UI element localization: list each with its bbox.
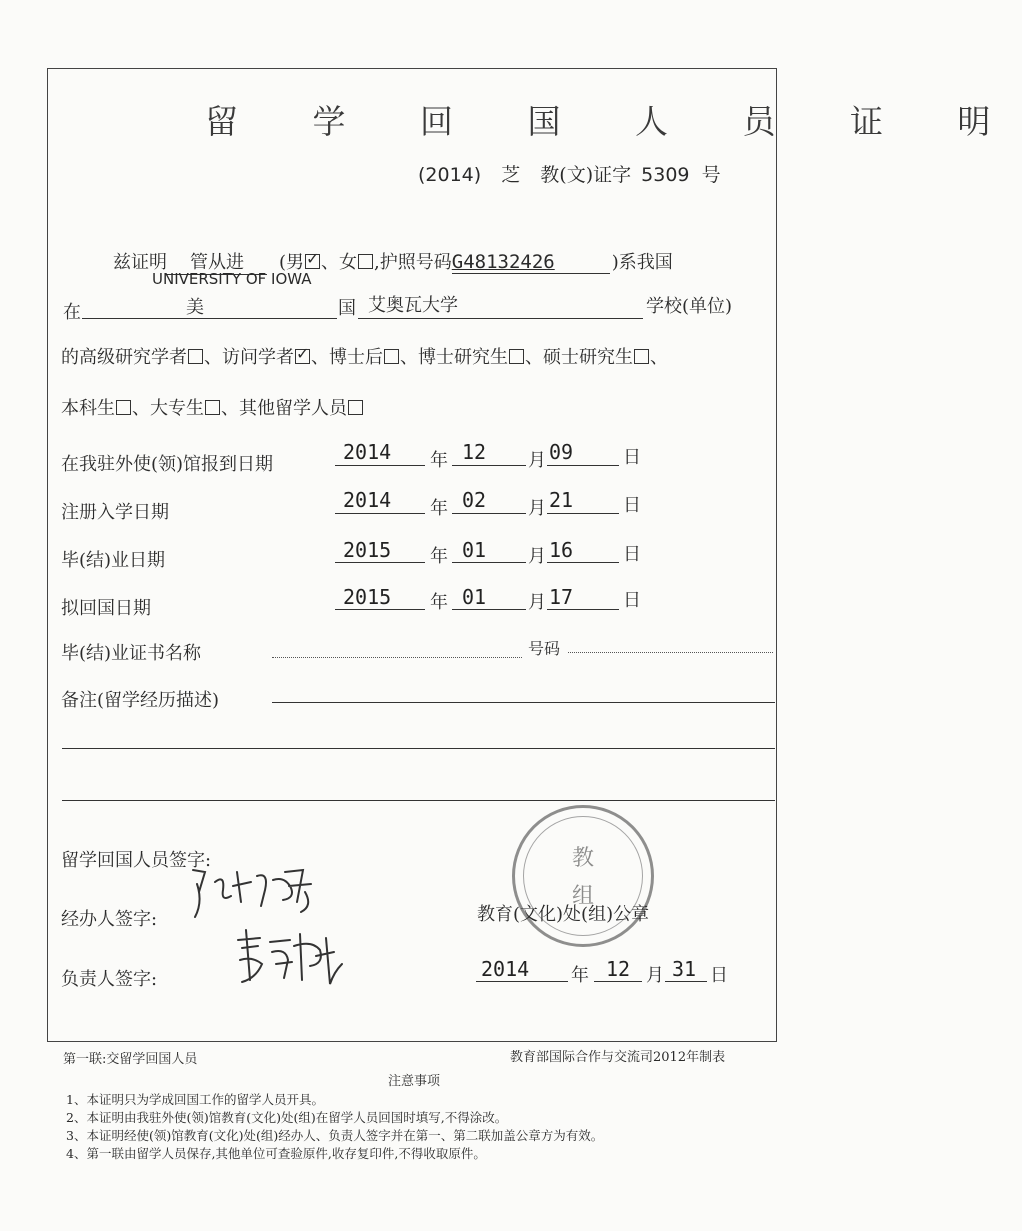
cert-suffix: 号 <box>701 164 721 186</box>
gender-mid: 、女 <box>321 252 358 273</box>
cert-number-line <box>418 160 721 187</box>
role-other: 、其他留学人员 <box>221 398 347 419</box>
visiting-scholar-checkbox <box>295 349 310 364</box>
intro-suffix: )系我国 <box>611 252 673 273</box>
master-checkbox <box>634 349 649 364</box>
date-month: 01 <box>462 585 487 609</box>
passport-label: ,护照号码 <box>374 252 452 273</box>
cert-number: 5309 <box>641 164 690 186</box>
note-4: 4、第一联由留学人员保存,其他单位可查验原件,收存复印件,不得收取原件。 <box>66 1146 486 1161</box>
date-day: 17 <box>549 585 574 609</box>
role-master: 、硕士研究生 <box>525 347 633 368</box>
month-underline <box>452 609 526 610</box>
month-unit: 月 <box>528 546 546 567</box>
date-year: 2015 <box>343 585 392 609</box>
issue-year-underline <box>476 981 568 982</box>
day-unit: 日 <box>623 544 641 565</box>
at-label: 在 <box>63 302 81 323</box>
phd-checkbox <box>509 349 524 364</box>
remarks-line-3 <box>62 800 775 801</box>
date-year: 2014 <box>343 440 392 464</box>
school-underline <box>358 318 643 319</box>
cert-year: (2014) <box>418 164 482 186</box>
role-undergrad: 本科生 <box>61 398 115 419</box>
footer-left: 第一联:交留学回国人员 <box>63 1052 198 1067</box>
school-name: 艾奥瓦大学 <box>368 295 458 316</box>
date-month: 02 <box>462 488 487 512</box>
female-checkbox <box>358 254 373 269</box>
school-english: UNIVERSITY OF IOWA <box>152 270 312 288</box>
date-day: 21 <box>549 488 574 512</box>
date-label: 拟回国日期 <box>61 598 151 619</box>
cert-prefix: 芝 <box>501 164 521 186</box>
college-checkbox <box>205 400 220 415</box>
note-2: 2、本证明由我驻外使(领)馆教育(文化)处(组)在留学人员回国时填写,不得涂改。 <box>66 1110 508 1125</box>
date-month: 12 <box>462 440 487 464</box>
seal-text-top: 教 <box>571 846 594 871</box>
seal-text-bottom: 组 <box>571 884 594 909</box>
issue-day-underline <box>665 981 707 982</box>
gender-prefix: (男 <box>279 252 305 273</box>
postdoc-checkbox <box>384 349 399 364</box>
year-underline <box>335 562 425 563</box>
remarks-line-1 <box>272 702 775 703</box>
date-month: 01 <box>462 538 487 562</box>
handler-sign-label: 经办人签字: <box>61 909 158 930</box>
month-unit: 月 <box>528 592 546 613</box>
other-checkbox <box>348 400 363 415</box>
month-underline <box>452 465 526 466</box>
month-unit: 月 <box>528 498 546 519</box>
issue-month: 12 <box>606 957 631 981</box>
issue-month-underline <box>594 981 642 982</box>
day-underline <box>547 465 619 466</box>
role-separator: 、 <box>650 347 668 368</box>
remarks-line-2 <box>62 748 775 749</box>
person-name: 管从进 <box>167 248 267 275</box>
year-unit: 年 <box>430 592 448 613</box>
day-underline <box>547 562 619 563</box>
senior-researcher-checkbox <box>188 349 203 364</box>
undergrad-checkbox <box>116 400 131 415</box>
role-college: 、大专生 <box>132 398 204 419</box>
returnee-sign-label: 留学回国人员签字: <box>61 850 212 871</box>
page-title: 留 学 回 国 人 员 证 明 <box>205 102 1022 141</box>
role-postdoc: 、博士后 <box>311 347 383 368</box>
certificate-name-line <box>272 657 522 658</box>
year-underline <box>335 465 425 466</box>
role-phd: 、博士研究生 <box>400 347 508 368</box>
day-underline <box>547 609 619 610</box>
issue-year: 2014 <box>481 957 530 981</box>
remarks-label: 备注(留学经历描述) <box>61 690 220 711</box>
roles-line-1 <box>61 343 668 369</box>
issue-month-unit: 月 <box>646 965 664 986</box>
handler-signature <box>185 862 355 922</box>
date-year: 2014 <box>343 488 392 512</box>
responsible-signature <box>230 920 360 990</box>
year-underline <box>335 513 425 514</box>
role-visiting-scholar: 、访问学者 <box>204 347 294 368</box>
school-suffix: 学校(单位) <box>646 296 733 317</box>
certificate-label: 毕(结)业证书名称 <box>61 643 202 664</box>
certificate-number-line <box>568 652 773 653</box>
notes-title: 注意事项 <box>388 1074 441 1089</box>
responsible-sign-label: 负责人签字: <box>61 969 158 990</box>
date-label: 在我驻外使(领)馆报到日期 <box>61 454 274 475</box>
issue-day-unit: 日 <box>710 965 728 986</box>
country: 美 <box>186 297 204 318</box>
country-suffix: 国 <box>338 298 356 319</box>
footer-right: 教育部国际合作与交流司2012年制表 <box>510 1050 726 1065</box>
date-day: 09 <box>549 440 574 464</box>
intro-label: 兹证明 <box>113 252 167 273</box>
note-1: 1、本证明只为学成回国工作的留学人员开具。 <box>66 1092 324 1107</box>
role-senior-researcher: 的高级研究学者 <box>61 347 187 368</box>
male-checkbox <box>305 254 320 269</box>
year-underline <box>335 609 425 610</box>
date-year: 2015 <box>343 538 392 562</box>
country-underline <box>82 318 337 319</box>
issue-day: 31 <box>672 957 697 981</box>
date-day: 16 <box>549 538 574 562</box>
year-unit: 年 <box>430 498 448 519</box>
seal-label: 教育(文化)处(组)公章 <box>477 904 650 925</box>
day-unit: 日 <box>623 495 641 516</box>
month-unit: 月 <box>528 450 546 471</box>
cert-type: 教(文)证字 <box>540 164 632 186</box>
issue-year-unit: 年 <box>571 965 589 986</box>
year-unit: 年 <box>430 450 448 471</box>
note-3: 3、本证明经使(领)馆教育(文化)处(组)经办人、负责人签字并在第一、第二联加盖公章方为有效。 <box>66 1128 604 1143</box>
certificate-number-label: 号码 <box>528 639 561 658</box>
day-unit: 日 <box>623 590 641 611</box>
year-unit: 年 <box>430 546 448 567</box>
day-underline <box>547 513 619 514</box>
month-underline <box>452 513 526 514</box>
date-label: 注册入学日期 <box>61 502 169 523</box>
month-underline <box>452 562 526 563</box>
day-unit: 日 <box>623 447 641 468</box>
roles-line-2 <box>61 394 364 420</box>
date-label: 毕(结)业日期 <box>61 550 166 571</box>
passport-number: G48132426 <box>452 251 610 274</box>
